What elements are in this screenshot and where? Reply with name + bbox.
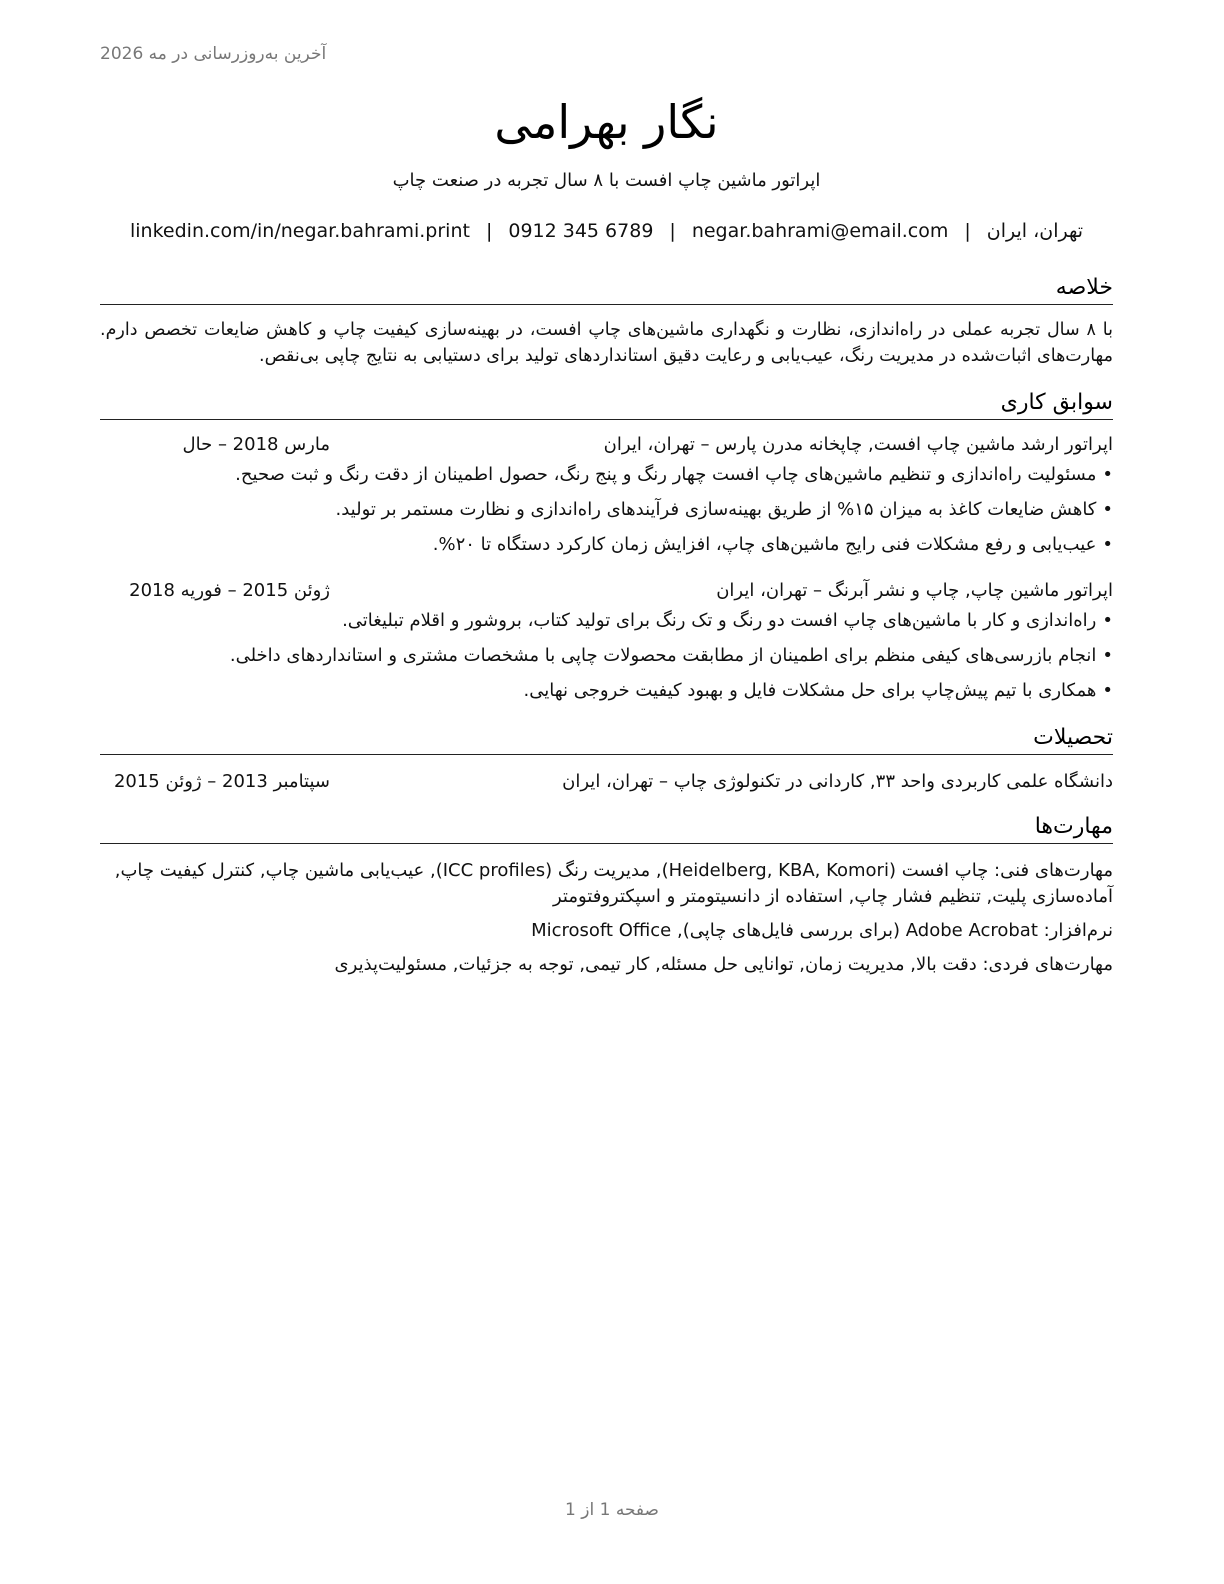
education-section <box>100 722 1113 795</box>
job-role: اپراتور ماشین چاپ, چاپ و نشر آبرنگ – تهران، ایران <box>716 580 1113 601</box>
job-role: اپراتور ارشد ماشین چاپ افست, چاپخانه مدرن پارس – تهران، ایران <box>603 434 1113 455</box>
last-updated-note: آخرین به‌روزرسانی در مه 2026 <box>100 44 327 64</box>
job-header <box>100 432 1113 458</box>
skills-personal: مهارت‌های فردی: دقت بالا, مدیریت زمان, توانایی حل مسئله, کار تیمی, توجه به جزئیات, مسئولیت‌پذیری <box>334 954 1113 975</box>
education-dates: سپتامبر 2013 – ژوئن 2015 <box>113 771 330 792</box>
job-dates: ژوئن 2015 – فوریه 2018 <box>129 580 330 601</box>
job-bullet: • کاهش ضایعات کاغذ به میزان ۱۵% از طریق بهینه‌سازی فرآیندهای راه‌اندازی و نظارت مستمر بر تولید. <box>100 497 1113 523</box>
skills-technical: مهارت‌های فنی: چاپ افست (Heidelberg, KBA, Komori), مدیریت رنگ (ICC profiles), عیب‌یابی ماشین چاپ, کنترل کیفیت چاپ, آماده‌سازی پلیت, تنظیم فشار چاپ, استفاده از دانسیتومتر و اسپکتروفتومتر <box>114 860 1113 907</box>
education-entry <box>100 769 1113 795</box>
resume-body <box>100 272 1113 978</box>
job-bullet: • انجام بازرسی‌های کیفی منظم برای اطمینان از مطابقت محصولات چاپی با مشخصات مشتری و استانداردهای داخلی. <box>100 643 1113 669</box>
candidate-tagline: اپراتور ماشین چاپ افست با ۸ سال تجربه در صنعت چاپ <box>392 170 821 191</box>
section-title-summary: خلاصه <box>100 272 1113 305</box>
job-entry <box>100 432 1113 558</box>
job-bullet: • عیب‌یابی و رفع مشکلات فنی رایج ماشین‌های چاپ، افزایش زمان کارکرد دستگاه تا ۲۰%. <box>100 532 1113 558</box>
contact-linkedin[interactable]: linkedin.com/in/negar.bahrami.print <box>130 220 470 242</box>
job-entry <box>100 578 1113 704</box>
contact-separator: | <box>485 220 493 242</box>
job-bullet: • همکاری با تیم پیش‌چاپ برای حل مشکلات فایل و بهبود کیفیت خروجی نهایی. <box>100 678 1113 704</box>
experience-section <box>100 387 1113 704</box>
job-bullet: • راه‌اندازی و کار با ماشین‌های چاپ افست دو رنگ و تک رنگ برای تولید کتاب، بروشور و اقلام تبلیغاتی. <box>100 608 1113 634</box>
section-title-skills: مهارت‌ها <box>100 811 1113 844</box>
resume-header <box>100 92 1113 244</box>
contact-line <box>100 218 1113 244</box>
skills-software: نرم‌افزار: Adobe Acrobat (برای بررسی فایل‌های چاپی), Microsoft Office <box>531 920 1113 941</box>
contact-separator: | <box>964 220 971 242</box>
candidate-name: نگار بهرامی <box>494 95 719 149</box>
job-header <box>100 578 1113 604</box>
skills-section <box>100 811 1113 978</box>
job-bullets <box>100 608 1113 704</box>
summary-text: با ۸ سال تجربه عملی در راه‌اندازی، نظارت و نگهداری ماشین‌های چاپ افست، در بهینه‌سازی کیفیت چاپ و کاهش ضایعات تخصص دارم. مهارت‌های اثبات‌شده در مدیریت رنگ، عیب‌یابی و رعایت دقیق استانداردهای تولید برای دستیابی به نتایج چاپی بی‌نقص. <box>100 320 1113 366</box>
education-institution: دانشگاه علمی کاربردی واحد ۳۳, کاردانی در تکنولوژی چاپ – تهران، ایران <box>562 771 1113 792</box>
job-bullet: • مسئولیت راه‌اندازی و تنظیم ماشین‌های چاپ افست چهار رنگ و پنج رنگ، حصول اطمینان از دقت رنگ و ثبت صحیح. <box>100 462 1113 488</box>
summary-section <box>100 272 1113 369</box>
job-dates: مارس 2018 – حال <box>182 434 330 455</box>
contact-phone[interactable]: 0912 345 6789 <box>508 220 654 242</box>
job-bullets <box>100 462 1113 558</box>
section-title-education: تحصیلات <box>100 722 1113 755</box>
contact-separator: | <box>669 220 676 242</box>
contact-location: تهران، ایران <box>986 220 1083 242</box>
page-number: صفحه 1 از 1 <box>565 1500 659 1520</box>
contact-email[interactable]: negar.bahrami@email.com <box>691 220 949 242</box>
section-title-experience: سوابق کاری <box>100 387 1113 420</box>
